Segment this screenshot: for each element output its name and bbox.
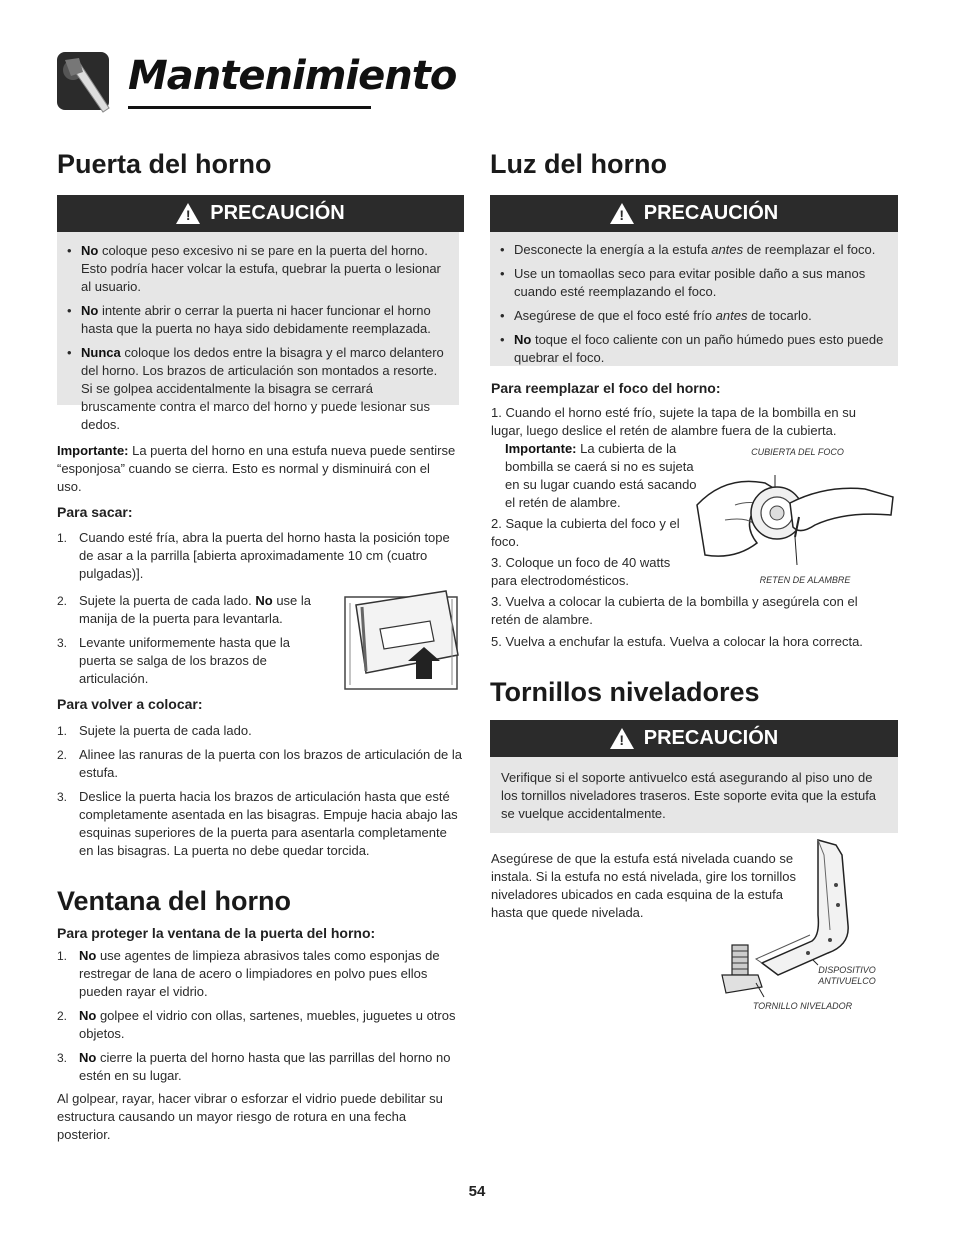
caution-item: • No coloque peso excesivo ni se pare en la puerta del horno. Esto podría hacer volcar la estufa, quebrar la puerta o lesionar al usuario. [59,242,451,296]
warning-icon: ! [176,203,200,224]
title-underline [128,106,371,109]
remove-step-1: 1. Cuando esté fría, abra la puerta del horno hasta la posición tope de asar a la parrilla [abierta aproximadamente 10 cm (cuatro pulgadas)]. [57,530,450,581]
bulb-replacement-illustration [695,465,895,570]
section-title-oven-door: Puerta del horno [57,149,272,179]
caution-item: • Asegúrese de que el foco esté frío antes de tocarlo. [492,307,888,325]
section-title-oven-light: Luz del horno [490,149,667,179]
caution-label: PRECAUCIÓN [643,727,779,749]
warning-icon: ! [610,203,634,224]
caution-header-door [57,195,464,232]
caution-item: • Nunca coloque los dedos entre la bisagra y el marco delantero del horno. Los brazos de articulación son montados a resorte. Si se golpea accidentalmente la bisagra se cerrará bruscamente contra el marco del horno y puede lesionar sus dedos. [59,344,451,434]
protect-title: Para proteger la ventana de la puerta del horno: [57,925,376,941]
label-bulb-cover: CUBIERTA DEL FOCO [751,447,844,457]
screwdriver-icon [57,52,113,114]
caution-item: • No intente abrir o cerrar la puerta ni hacer funcionar el horno hasta que la puerta no haya sido debidamente reemplazada. [59,302,451,338]
caution-header-light [490,195,898,232]
bulb-step-3b: 3. Vuelva a colocar la cubierta de la bombilla y asegúrela con el retén de alambre. [491,594,858,627]
caution-box-light [490,232,898,366]
bulb-step-1: 1. Cuando el horno esté frío, sujete la tapa de la bombilla en su lugar, luego deslice el retén de alambre fuera de la cubierta. [491,405,856,438]
oven-door-illustration [340,585,465,693]
caution-item: • Desconecte la energía a la estufa antes de reemplazar el foco. [492,241,888,259]
bulb-step-5: 5. Vuelva a enchufar la estufa. Vuelva a colocar la hora correcta. [491,634,863,649]
caution-label: PRECAUCIÓN [643,202,779,224]
page-number: 54 [468,1183,486,1200]
replace-title: Para volver a colocar: [57,696,203,712]
leveling-body-text: Asegúrese de que la estufa está nivelada cuando se instala. Si la estufa no está nivelada, gire los tornillos niveladores ubicados en cada esquina de la estufa hasta que quede nivelada. [491,851,796,920]
remove-title: Para sacar: [57,504,133,520]
remove-steps-2-3: 2. Sujete la puerta de cada lado. No use la manija de la puerta para levantarla. 3. Levante uniformemente hasta que la puerta se salga de los brazos de articulación. [57,593,312,686]
section-title-leveling: Tornillos niveladores [490,677,760,707]
page-title: Mantenimiento [128,53,457,99]
caution-label: PRECAUCIÓN [210,202,345,224]
caution-item: • No toque el foco caliente con un paño húmedo pues esto puede quebrar el foco. [492,331,888,367]
window-closing-text: Al golpear, rayar, hacer vibrar o esforzar el vidrio puede debilitar su estructura causando un mayor riesgo de rotura en una fecha posterior. [57,1091,443,1142]
bulb-important-note: Importante: La cubierta de la bombilla se caerá si no es sujeta en su lugar cuando está sacando el retén de alambre. [505,441,697,510]
label-anti-tip-device: DISPOSITIVO ANTIVUELCO [818,965,876,986]
label-leveling-screw: TORNILLO NIVELADOR [752,1001,853,1011]
important-note-door: Importante: La puerta del horno en una estufa nueva puede sentirse “esponjosa” cuando se cierra. Esto es normal y disminuirá con el uso. [57,443,456,494]
section-title-oven-window: Ventana del horno [57,886,292,916]
label-wire-retainer: RETEN DE ALAMBRE [759,575,851,585]
bulb-step-2: 2. Saque la cubierta del foco y el foco. [491,516,680,549]
caution-box-leveling: Verifique si el soporte antivuelco está asegurando al piso uno de los tornillos niveladores traseros. Este soporte evita que la estufa se vuelque accidentalmente. [490,757,898,833]
caution-item: • Use un tomaollas seco para evitar posible daño a sus manos cuando esté reemplazando el foco. [492,265,888,301]
bulb-step-3a: 3. Coloque un foco de 40 watts para electrodomésticos. [491,555,671,588]
caution-box-door [57,232,459,432]
replace-steps: 1. Sujete la puerta de cada lado. 2. Alinee las ranuras de la puerta con los brazos de articulación de la estufa. 3. Deslice la puerta hacia los brazos de articulación hasta que esté completamente asentada en las bisagras. Empuje hacia abajo las esquinas superiores de la puerta para asentarla completamente en las bisagras. La puerta no debe quedar torcida. [57,723,463,858]
window-steps: 1. No use agentes de limpieza abrasivos tales como esponjas de restregar de lana de acero o limpiadores en polvo pues ellos pueden rayar el vidrio. 2. No golpee el vidrio con ollas, sartenes, muebles, juguetes u otros objetos. 3. No cierre la puerta del horno hasta que las parrillas del horno no estén en su lugar. [57,948,456,1083]
caution-header-leveling [490,720,898,757]
bulb-replace-title: Para reemplazar el foco del horno: [491,380,721,396]
warning-icon: ! [610,728,634,749]
